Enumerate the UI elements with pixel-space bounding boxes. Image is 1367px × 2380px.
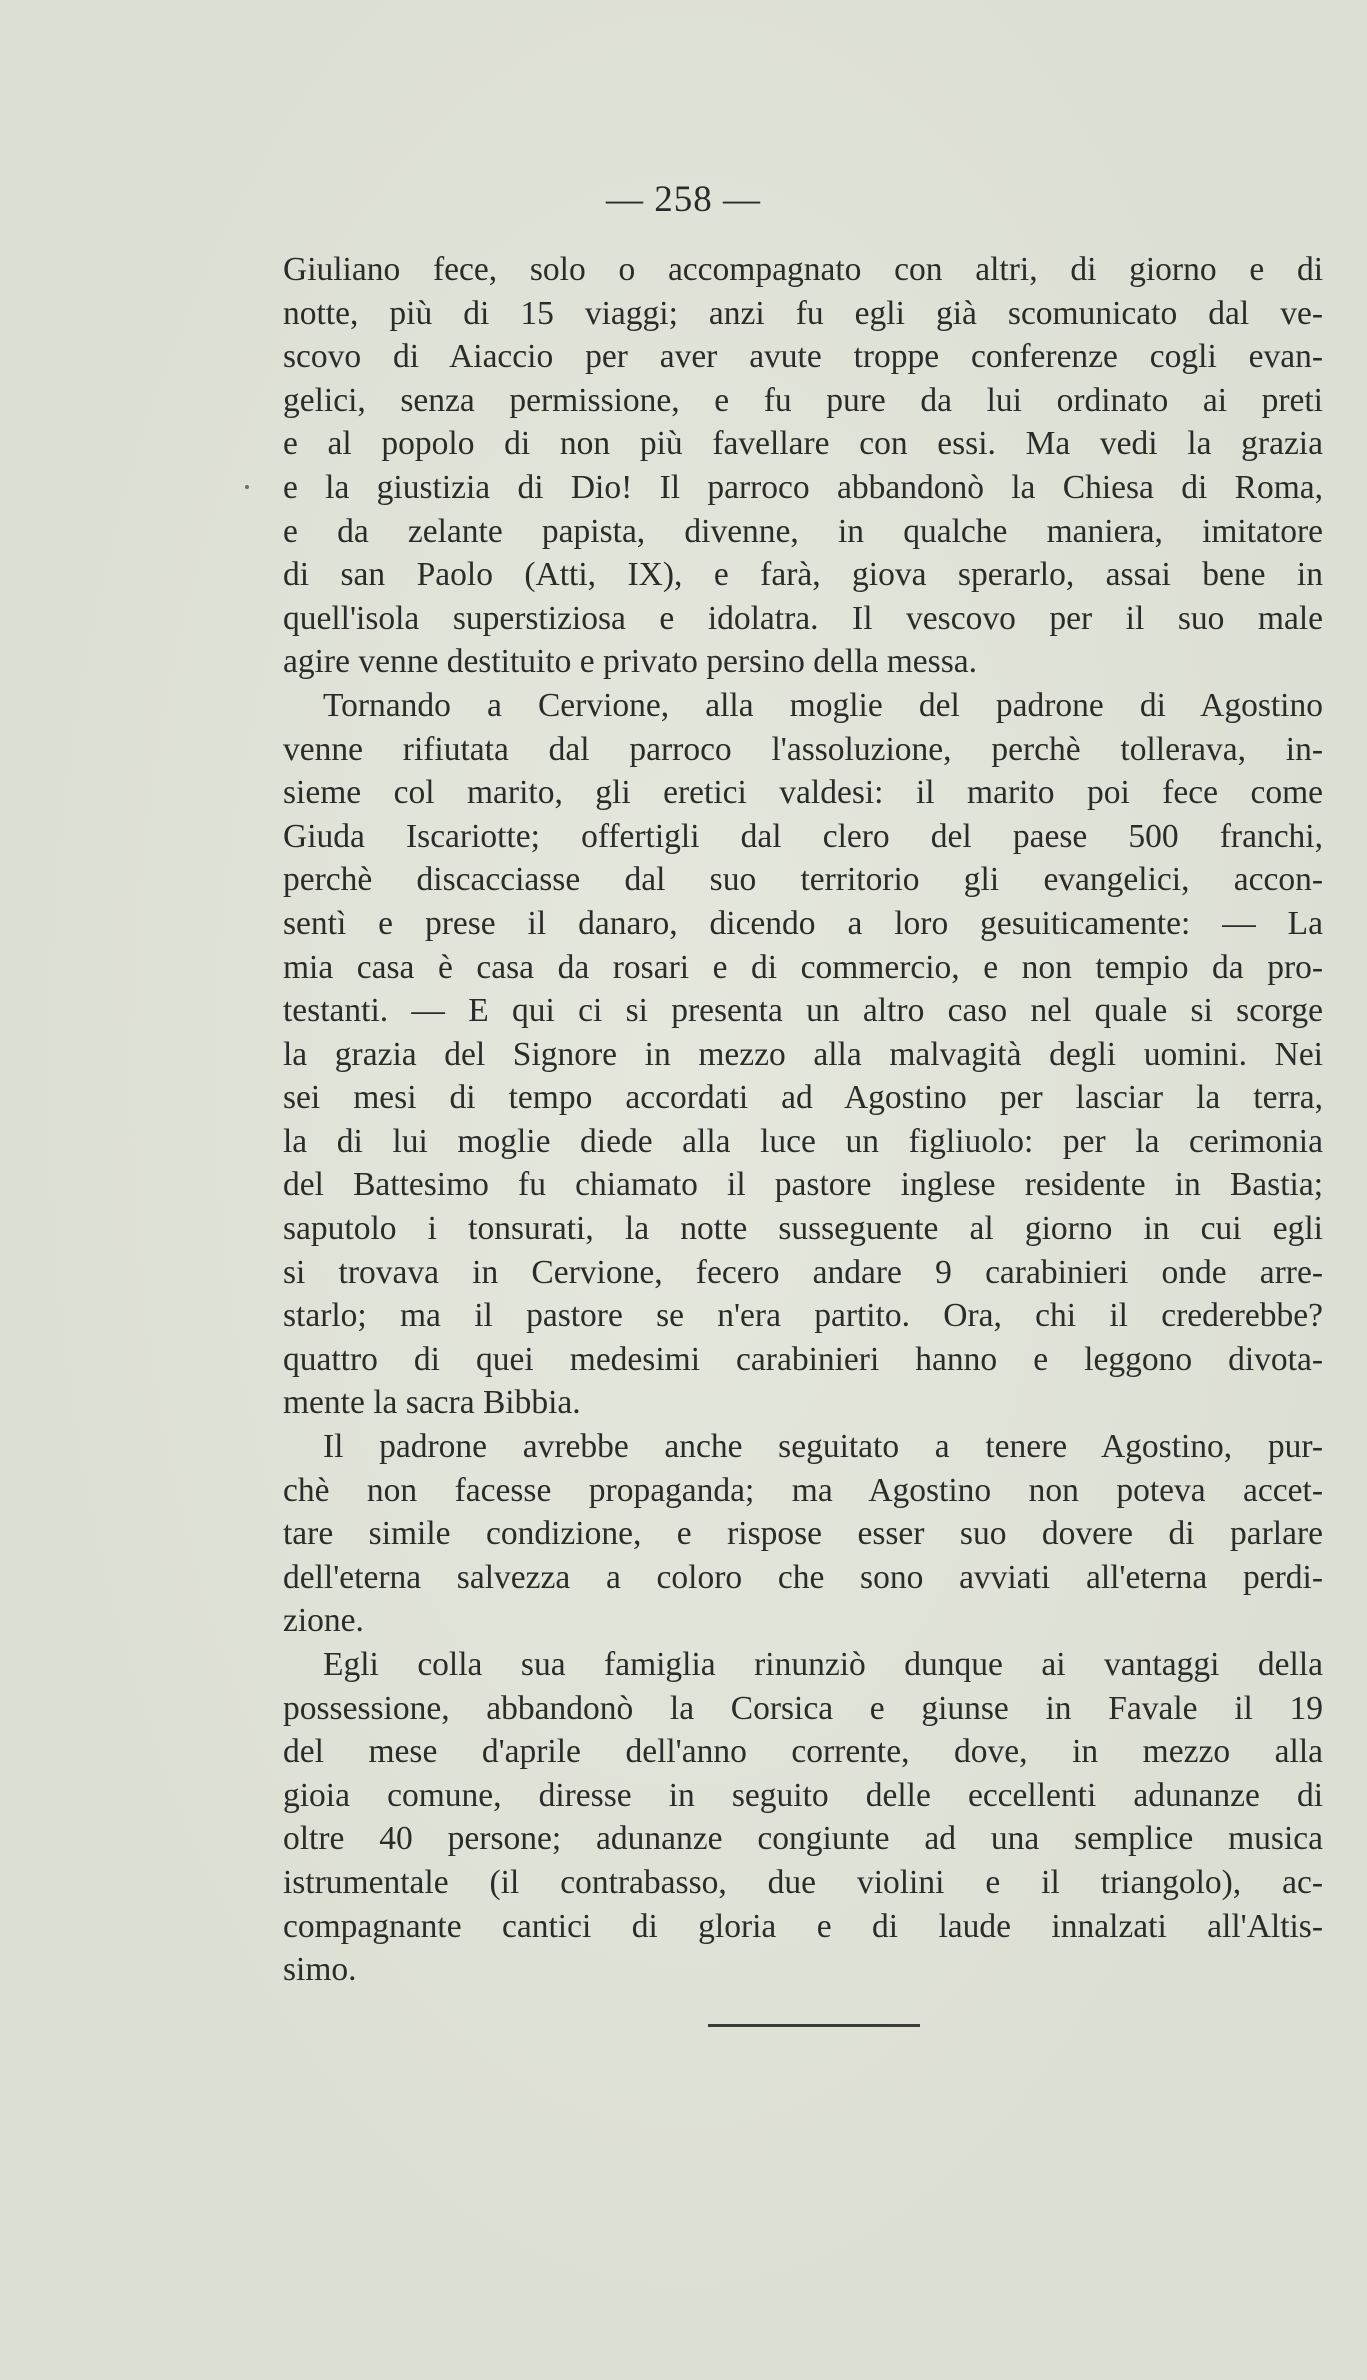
body-text: [283, 248, 1323, 1992]
text-line: perchè discacciasse dal suo territorio gli evangelici, accon-: [283, 861, 1323, 899]
closing-rule: [708, 2024, 920, 2027]
text-line: agire venne destituito e privato persino della messa.: [283, 643, 977, 681]
text-line: possessione, abbandonò la Corsica e giunse in Favale il 19: [283, 1689, 1323, 1727]
text-line: Tornando a Cervione, alla moglie del padrone di Agostino: [323, 686, 1323, 724]
text-line: simo.: [283, 1951, 357, 1989]
text-line: mia casa è casa da rosari e di commercio, e non tempio da pro-: [283, 948, 1323, 986]
text-line: sentì e prese il danaro, dicendo a loro gesuiticamente: — La: [283, 904, 1323, 942]
text-line: del Battesimo fu chiamato il pastore inglese residente in Bastia;: [283, 1166, 1323, 1204]
text-line: venne rifiutata dal parroco l'assoluzione, perchè tollerava, in-: [283, 730, 1323, 768]
text-line: chè non facesse propaganda; ma Agostino non poteva accet-: [283, 1471, 1323, 1509]
text-line: sieme col marito, gli eretici valdesi: il marito poi fece come: [283, 774, 1323, 812]
text-line: testanti. — E qui ci si presenta un altro caso nel quale si scorge: [283, 992, 1323, 1030]
text-line: Il padrone avrebbe anche seguitato a tenere Agostino, pur-: [323, 1428, 1323, 1466]
text-line: quell'isola superstiziosa e idolatra. Il vescovo per il suo male: [283, 599, 1323, 637]
text-line: gelici, senza permissione, e fu pure da lui ordinato ai preti: [283, 381, 1323, 419]
text-line: di san Paolo (Atti, IX), e farà, giova sperarlo, assai bene in: [283, 556, 1323, 594]
text-line: scovo di Aiaccio per aver avute troppe conferenze cogli evan-: [283, 338, 1323, 376]
text-line: oltre 40 persone; adunanze congiunte ad una semplice musica: [283, 1820, 1323, 1858]
text-line: dell'eterna salvezza a coloro che sono avviati all'eterna perdi-: [283, 1558, 1323, 1596]
text-line: compagnante cantici di gloria e di laude innalzati all'Altis-: [283, 1907, 1323, 1945]
text-line: la grazia del Signore in mezzo alla malvagità degli uomini. Nei: [283, 1035, 1323, 1073]
text-line: e la giustizia di Dio! Il parroco abbandonò la Chiesa di Roma,: [283, 468, 1323, 506]
text-line: mente la sacra Bibbia.: [283, 1384, 581, 1422]
text-line: gioia comune, diresse in seguito delle eccellenti adunanze di: [283, 1776, 1323, 1814]
text-line: Giuda Iscariotte; offertigli dal clero del paese 500 franchi,: [283, 817, 1323, 855]
text-line: notte, più di 15 viaggi; anzi fu egli già scomunicato dal ve-: [283, 294, 1323, 332]
text-line: la di lui moglie diede alla luce un figliuolo: per la cerimonia: [283, 1122, 1323, 1160]
text-line: e al popolo di non più favellare con essi. Ma vedi la grazia: [283, 425, 1323, 463]
text-line: e da zelante papista, divenne, in qualche maniera, imitatore: [283, 512, 1323, 550]
text-line: quattro di quei medesimi carabinieri hanno e leggono divota-: [283, 1340, 1323, 1378]
page-number: — 258 —: [606, 179, 761, 220]
text-line: Giuliano fece, solo o accompagnato con altri, di giorno e di: [283, 251, 1323, 288]
text-line: tare simile condizione, e rispose esser suo dovere di parlare: [283, 1515, 1323, 1553]
text-line: saputolo i tonsurati, la notte susseguente al giorno in cui egli: [283, 1210, 1323, 1248]
text-line: starlo; ma il pastore se n'era partito. Ora, chi il crederebbe?: [283, 1297, 1323, 1335]
ink-speck: [245, 485, 249, 489]
text-line: Egli colla sua famiglia rinunziò dunque ai vantaggi della: [323, 1646, 1323, 1683]
text-line: sei mesi di tempo accordati ad Agostino per lasciar la terra,: [283, 1079, 1323, 1117]
text-line: del mese d'aprile dell'anno corrente, dove, in mezzo alla: [283, 1733, 1323, 1771]
text-line: istrumentale (il contrabasso, due violini e il triangolo), ac-: [283, 1863, 1323, 1901]
text-line: zione.: [283, 1602, 364, 1640]
text-line: si trovava in Cervione, fecero andare 9 carabinieri onde arre-: [283, 1253, 1323, 1291]
